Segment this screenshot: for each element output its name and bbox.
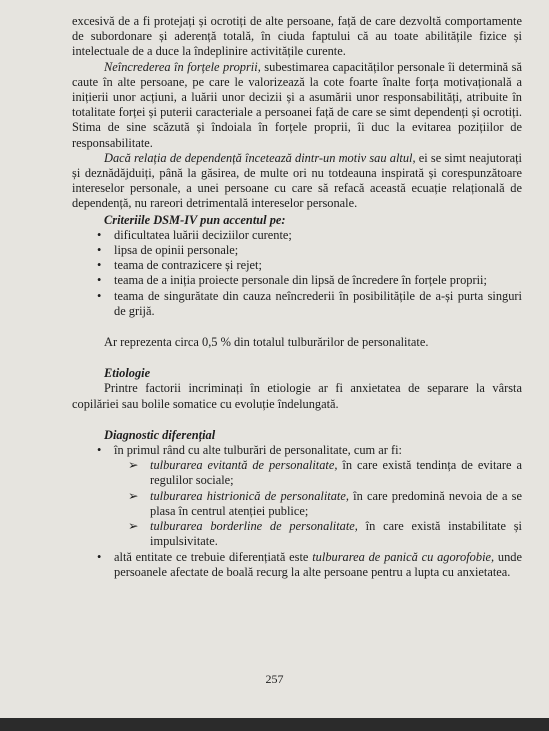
list-item-text: teama de a iniția proiecte personale din lipsă de încredere în forțele proprii; [114,273,487,288]
list-item [97,443,523,549]
bullet-icon: • [97,258,102,273]
arrow-bullet-icon: ➢ [128,488,139,503]
paragraph-text: ei se simt neajutorați și deznădăjduiți, până la găsirea, de multe ori nu totdeauna inspirată și corespunzătoare intereselor personale, a unei persoane cu care să refacă această ecuație relațională de dependență, nu rareori detrimentală intereselor personale. [72,150,522,211]
arrow-bullet-icon: ➢ [128,519,139,534]
bullet-icon: • [97,273,102,288]
page-body [72,14,522,580]
paragraph-lead-italic: Dacă relația de dependență încetează dintr-un motiv sau altul, [104,150,416,165]
bullet-icon: • [97,227,102,242]
list-item [97,258,522,273]
list-item-text: lipsa de opinii personale; [114,243,239,258]
list-item [97,227,522,243]
scan-bottom-edge [0,718,549,731]
differential-list [72,443,522,580]
sublist-item-text: în care predomină nevoia de a se plasa în centrul atenției publice; [150,488,523,518]
paragraph-dependency [72,151,522,212]
paragraph-prevalence: Ar reprezenta circa 0,5 % din totalul tulburărilor de personalitate. [104,335,429,350]
sublist-item [128,458,522,488]
page-number: 257 [265,672,284,686]
criteria-heading [72,213,522,228]
section-heading-differential: Diagnostic diferențial [104,427,216,442]
paragraph-lead-italic: Neîncrederea în forțele proprii, [104,59,261,74]
sublist-item-term: tulburarea histrionică de personalitate, [150,488,349,503]
paragraph-self-confidence [72,60,522,151]
list-item-text: teama de contrazicere și rejet; [114,258,262,273]
list-item-term: tulburarea de panică cu agorofobie, [312,549,495,564]
list-item-text: teama de singurătate din cauza neîncrederii în posibilitățile de a-și purta singuri de grijă. [114,288,522,318]
sublist-item [128,519,523,549]
criteria-list [72,228,522,319]
sublist-item [128,488,523,519]
bullet-icon: • [97,549,102,564]
list-item-text: dificultatea luării deciziilor curente; [114,227,292,242]
sublist-item-term: tulburarea evitantă de personalitate, [150,458,338,473]
sublist-item-text: în care există instabilitate și impulsivitate. [150,519,523,549]
sublist-item-term: tulburarea borderline de personalitate, [150,519,358,534]
arrow-bullet-icon: ➢ [128,458,139,473]
list-item [97,273,522,288]
bullet-icon: • [97,288,102,303]
paragraph-text: subestimarea capacităților personale îi determină să caute în alte persoane, pe care le valorizează la cote foarte înalte forța motivațională a inițierii unor acțiuni, a luării unor decizii și a asumării unor responsabilități, atribuite în totalitate forței și puterii caracteriale a persoanei față de care se simt dependenți și ocrotiți. Stima de sine scăzută și îndoiala în forțele proprii, îi duc la evitarea pozițiilor de responsabilitate. [72,59,523,150]
bullet-icon: • [97,243,102,258]
differential-sublist [114,458,522,549]
paragraph-intro: excesivă de a fi protejați și ocrotiți de alte persoane, față de care dezvoltă comportamente de subordonare și aderență totală, în ciuda faptului că au toate abilitățile fizice și intelectuale de a duce la îndeplinire activitățile curente. [72,14,522,59]
list-item-text: în primul rând cu alte tulburări de personalitate, cum ar fi: [114,443,402,458]
bullet-icon: • [97,443,102,458]
criteria-heading-text: Criteriile DSM-IV pun accentul pe: [104,212,286,227]
list-item-text: unde persoanele afectate de boală recurg la alte persoane pentru a lupta cu anxietatea. [114,549,522,579]
section-heading-etiology: Etiologie [104,366,151,381]
list-item [97,288,522,319]
sublist-item-text: în care există tendința de evitare a regulilor sociale; [150,458,522,488]
list-item-text: altă entitate ce trebuie diferențiată este [114,549,313,564]
list-item [97,549,522,580]
paragraph-etiology: Printre factorii incriminați în etiologie ar fi anxietatea de separare la vârsta copilăriei sau bolile somatice cu evoluție îndelungată. [72,381,522,411]
list-item [97,243,522,258]
